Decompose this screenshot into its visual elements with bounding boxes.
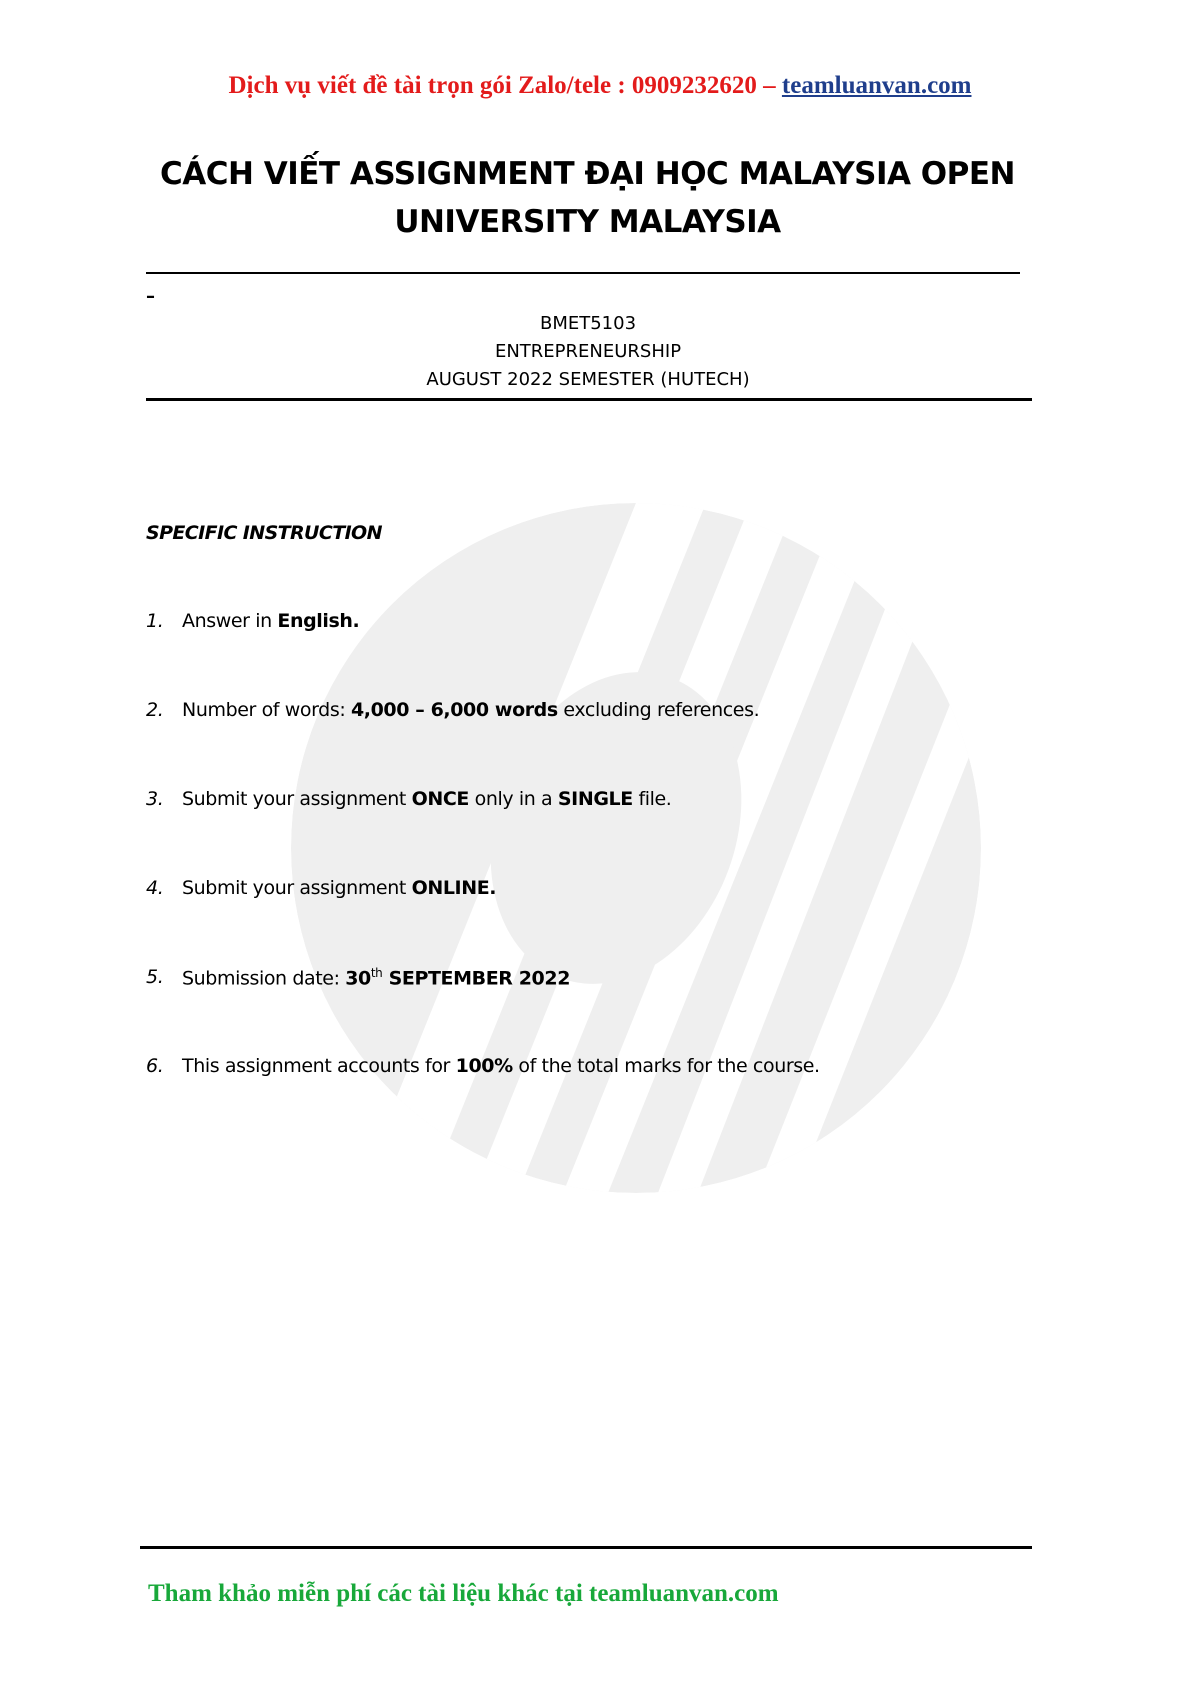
divider-top (146, 272, 1020, 274)
item-text: of the total marks for the course. (512, 1055, 820, 1077)
item-text: Submit your assignment (182, 877, 412, 899)
instruction-item (146, 1055, 820, 1144)
banner-link[interactable]: teamluanvan.com (781, 72, 972, 99)
item-bold-text: ONLINE. (411, 877, 497, 899)
item-bold-text: 100% (455, 1055, 513, 1077)
title-line-2: UNIVERSITY MALAYSIA (394, 204, 781, 240)
footer-banner: Tham khảo miễn phí các tài liệu khác tại teamluanvan.com (148, 1580, 779, 1607)
divider-footer (140, 1546, 1032, 1549)
item-text: file. (632, 788, 672, 810)
instructions-list (146, 610, 820, 1144)
item-text: This assignment accounts for (182, 1055, 456, 1077)
item-bold-text: ONCE (411, 788, 469, 810)
banner-text: Dịch vụ viết đề tài trọn gói Zalo/tele : 0909232620 – (228, 72, 782, 99)
instruction-item (146, 877, 820, 966)
divider-course (146, 398, 1032, 401)
course-code: BMET5103 (539, 313, 637, 334)
item-number: 4. (146, 877, 164, 899)
item-number: 3. (146, 788, 164, 810)
item-bold-text: 4,000 – 6,000 words (350, 699, 558, 721)
instruction-item (146, 699, 820, 788)
title-line-1: CÁCH VIẾT ASSIGNMENT ĐẠI HỌC MALAYSIA OPEN (160, 156, 1015, 192)
item-text: Submit your assignment (182, 788, 412, 810)
item-text: only in a (468, 788, 558, 810)
instruction-item (146, 788, 820, 877)
instructions-heading: SPECIFIC INSTRUCTION (146, 522, 382, 544)
top-banner (0, 72, 1200, 100)
item-bold-text: SINGLE (557, 788, 633, 810)
item-bold-text: English. (277, 610, 360, 632)
document-title (100, 150, 1075, 246)
item-text: excluding references. (557, 699, 760, 721)
course-info (0, 310, 1176, 394)
instruction-item (146, 610, 820, 699)
item-number: 2. (146, 699, 164, 721)
item-text: Number of words: (182, 699, 351, 721)
item-superscript: th (370, 966, 383, 980)
item-number: 6. (146, 1055, 164, 1077)
course-semester: AUGUST 2022 SEMESTER (HUTECH) (426, 369, 750, 390)
item-number: 1. (146, 610, 164, 632)
item-number: 5. (146, 966, 164, 988)
dash-mark: – (146, 286, 155, 307)
item-text: Submission date: (182, 967, 346, 990)
item-text: Answer in (182, 610, 278, 632)
item-bold-text: 30 (345, 967, 371, 990)
course-name: ENTREPRENEURSHIP (494, 341, 682, 362)
item-bold-text: SEPTEMBER 2022 (382, 967, 571, 990)
instruction-item (146, 966, 820, 1055)
